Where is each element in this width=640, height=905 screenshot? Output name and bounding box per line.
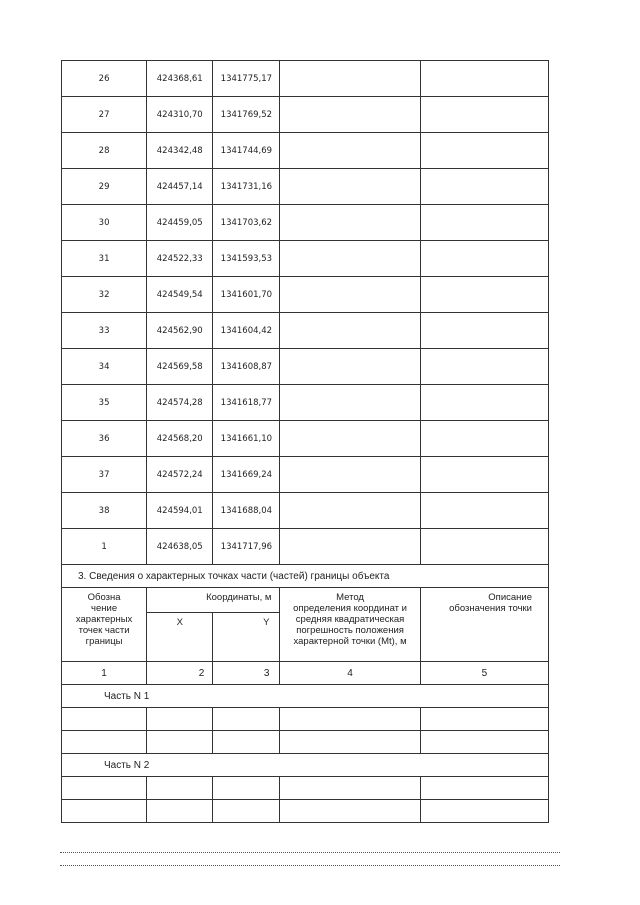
header-method: Метод определения координат и средняя квадратическая погрешность положения характерной точки (Mt), м bbox=[280, 588, 420, 662]
point-y: 1341688,04 bbox=[213, 493, 280, 529]
point-y: 1341669,24 bbox=[213, 457, 280, 493]
col-number-5: 5 bbox=[420, 662, 548, 685]
point-y: 1341744,69 bbox=[213, 133, 280, 169]
point-x: 424574,28 bbox=[147, 385, 213, 421]
header-coordinates: Координаты, м bbox=[147, 588, 280, 613]
point-description bbox=[420, 493, 548, 529]
point-x: 424568,20 bbox=[147, 421, 213, 457]
point-method bbox=[280, 421, 420, 457]
point-y: 1341661,10 bbox=[213, 421, 280, 457]
point-method bbox=[280, 277, 420, 313]
header-point-designation: Обозна чение характерных точек части границы bbox=[62, 588, 147, 662]
part-2-row bbox=[62, 800, 549, 823]
coordinates-table bbox=[61, 60, 549, 823]
point-y: 1341608,87 bbox=[213, 349, 280, 385]
point-description bbox=[420, 421, 548, 457]
point-x: 424569,58 bbox=[147, 349, 213, 385]
table-row bbox=[62, 241, 549, 277]
table-row bbox=[62, 385, 549, 421]
point-method bbox=[280, 241, 420, 277]
point-number: 31 bbox=[62, 241, 147, 277]
point-description bbox=[420, 61, 548, 97]
point-y: 1341703,62 bbox=[213, 205, 280, 241]
point-method bbox=[280, 133, 420, 169]
point-description bbox=[420, 97, 548, 133]
table-row bbox=[62, 61, 549, 97]
point-number: 29 bbox=[62, 169, 147, 205]
point-number: 36 bbox=[62, 421, 147, 457]
table-row bbox=[62, 421, 549, 457]
point-y: 1341717,96 bbox=[213, 529, 280, 565]
part-2-row bbox=[62, 777, 549, 800]
point-number: 33 bbox=[62, 313, 147, 349]
point-y: 1341593,53 bbox=[213, 241, 280, 277]
point-x: 424457,14 bbox=[147, 169, 213, 205]
col-number-1: 1 bbox=[62, 662, 147, 685]
col-number-3: 3 bbox=[213, 662, 280, 685]
point-x: 424572,24 bbox=[147, 457, 213, 493]
point-y: 1341604,42 bbox=[213, 313, 280, 349]
section-3 bbox=[62, 565, 549, 823]
table-row bbox=[62, 205, 549, 241]
point-x: 424638,05 bbox=[147, 529, 213, 565]
table-row bbox=[62, 277, 549, 313]
table-row bbox=[62, 457, 549, 493]
point-y: 1341769,52 bbox=[213, 97, 280, 133]
point-x: 424594,01 bbox=[147, 493, 213, 529]
point-number: 38 bbox=[62, 493, 147, 529]
point-x: 424368,61 bbox=[147, 61, 213, 97]
part-1-row bbox=[62, 731, 549, 754]
point-x: 424342,48 bbox=[147, 133, 213, 169]
section-3-title: 3. Сведения о характерных точках части (частей) границы объекта bbox=[62, 565, 549, 588]
point-number: 32 bbox=[62, 277, 147, 313]
dotted-divider bbox=[60, 865, 560, 866]
point-number: 30 bbox=[62, 205, 147, 241]
point-x: 424549,54 bbox=[147, 277, 213, 313]
point-description bbox=[420, 205, 548, 241]
point-description bbox=[420, 349, 548, 385]
point-x: 424522,33 bbox=[147, 241, 213, 277]
header-description: Описание обозначения точки bbox=[420, 588, 548, 662]
point-method bbox=[280, 61, 420, 97]
point-description bbox=[420, 313, 548, 349]
point-description bbox=[420, 133, 548, 169]
point-x: 424562,90 bbox=[147, 313, 213, 349]
header-y: Y bbox=[213, 613, 280, 662]
point-method bbox=[280, 205, 420, 241]
point-y: 1341731,16 bbox=[213, 169, 280, 205]
part-2-label: Часть N 2 bbox=[62, 754, 549, 777]
point-method bbox=[280, 385, 420, 421]
table-row bbox=[62, 493, 549, 529]
point-description bbox=[420, 169, 548, 205]
header-x: X bbox=[147, 613, 213, 662]
point-x: 424310,70 bbox=[147, 97, 213, 133]
table-row bbox=[62, 313, 549, 349]
table-row bbox=[62, 133, 549, 169]
points-body bbox=[62, 61, 549, 565]
point-description bbox=[420, 529, 548, 565]
point-method bbox=[280, 169, 420, 205]
point-number: 26 bbox=[62, 61, 147, 97]
point-number: 28 bbox=[62, 133, 147, 169]
point-x: 424459,05 bbox=[147, 205, 213, 241]
point-method bbox=[280, 529, 420, 565]
point-method bbox=[280, 349, 420, 385]
table-row bbox=[62, 529, 549, 565]
point-method bbox=[280, 457, 420, 493]
point-description bbox=[420, 241, 548, 277]
point-description bbox=[420, 457, 548, 493]
point-number: 27 bbox=[62, 97, 147, 133]
point-description bbox=[420, 385, 548, 421]
point-number: 1 bbox=[62, 529, 147, 565]
col-number-2: 2 bbox=[147, 662, 213, 685]
table-row bbox=[62, 169, 549, 205]
point-method bbox=[280, 493, 420, 529]
part-1-row bbox=[62, 708, 549, 731]
col-number-4: 4 bbox=[280, 662, 420, 685]
point-y: 1341775,17 bbox=[213, 61, 280, 97]
dotted-divider bbox=[60, 852, 560, 853]
table-row bbox=[62, 97, 549, 133]
point-number: 37 bbox=[62, 457, 147, 493]
point-number: 34 bbox=[62, 349, 147, 385]
point-description bbox=[420, 277, 548, 313]
point-method bbox=[280, 97, 420, 133]
point-y: 1341618,77 bbox=[213, 385, 280, 421]
part-1-label: Часть N 1 bbox=[62, 685, 549, 708]
point-method bbox=[280, 313, 420, 349]
point-number: 35 bbox=[62, 385, 147, 421]
table-row bbox=[62, 349, 549, 385]
point-y: 1341601,70 bbox=[213, 277, 280, 313]
